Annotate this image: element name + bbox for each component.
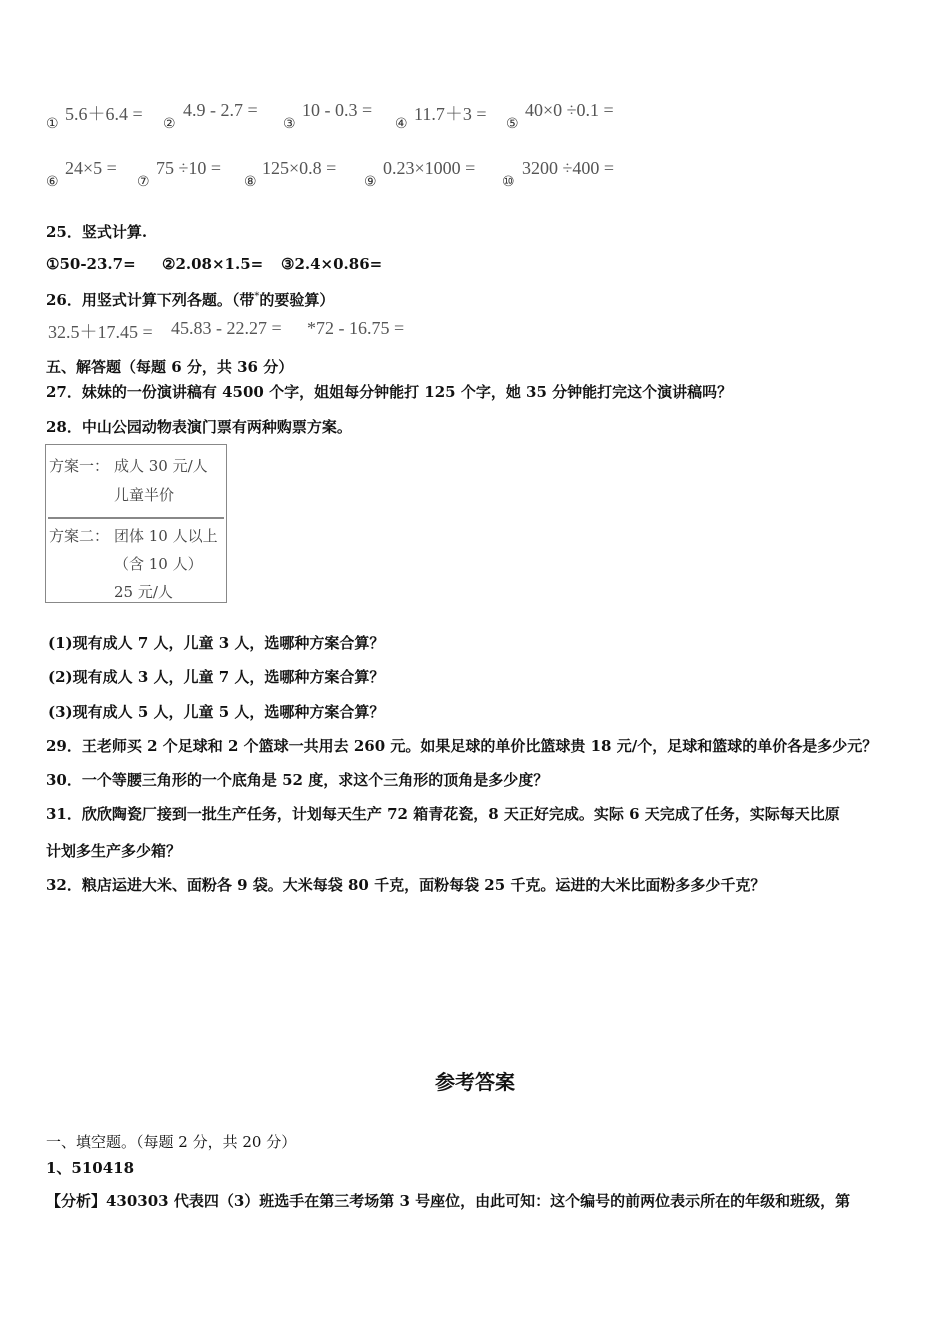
question-26-title [46,289,334,310]
section-5-heading: 五、解答题（每题 6 分，共 36 分） [46,358,294,376]
item-number: ② [163,116,176,132]
item-number: ⑥ [46,174,59,190]
calc-expression: 5.6＋6.4 = [65,104,143,124]
answer-1-analysis: 【分析】430303 代表四（3）班选手在第三考场第 3 号座位，由此可知：这个编号的前两位表示所在的年级和班级，第 [46,1192,851,1210]
item-number: ⑨ [364,174,377,190]
q28-sub-1: (1)现有成人 7 人，儿童 3 人，选哪种方案合算？ [48,634,385,652]
calc-expression: 75 ÷10 = [156,158,222,178]
plan-divider [48,517,224,519]
item-number: ④ [395,116,408,132]
q26-title-end: 的要验算） [259,291,335,309]
plan2-line2: （含 10 人） [114,555,203,573]
plan2-line1: 团体 10 人以上 [114,527,218,545]
plan1-line2: 儿童半价 [114,486,175,504]
calc-expression: 40×0 ÷0.1 = [525,100,614,120]
q26-expr-3: *72 - 16.75 = [307,318,405,338]
item-number: ⑦ [137,174,150,190]
question-32: 32．粮店运进大米、面粉各 9 袋。大米每袋 80 千克，面粉每袋 25 千克。运进的大米比面粉多多少千克？ [46,876,766,894]
q26-expr-1: 32.5＋17.45 = [48,322,153,342]
calc-expression: 125×0.8 = [262,158,337,178]
calc-expression: 24×5 = [65,158,117,178]
q26-title-text: 26．用竖式计算下列各题。（带 [46,291,255,309]
item-number: ⑩ [502,174,515,190]
question-27: 27．妹妹的一份演讲稿有 4500 个字，姐姐每分钟能打 125 个字，她 35 分钟能打完这个演讲稿吗？ [46,383,733,401]
calc-expression: 11.7＋3 = [414,104,487,124]
answers-section-1: 一、填空题。（每题 2 分，共 20 分） [46,1133,297,1151]
ticket-plan-box [45,444,227,603]
q25-item-3: ③2.4×0.86= [281,255,383,273]
answer-1: 1、510418 [46,1159,135,1177]
question-30: 30．一个等腰三角形的一个底角是 52 度，求这个三角形的顶角是多少度？ [46,771,549,789]
item-number: ③ [283,116,296,132]
calc-expression: 4.9 - 2.7 = [183,100,258,120]
plan2-label: 方案二： [49,527,110,545]
plan2-line3: 25 元/人 [114,583,173,601]
q25-item-1: ①50-23.7= [46,255,136,273]
q25-item-2: ②2.08×1.5= [162,255,264,273]
q28-sub-2: (2)现有成人 3 人，儿童 7 人，选哪种方案合算？ [48,668,385,686]
question-25-title: 25．竖式计算. [46,223,148,241]
calc-expression: 10 - 0.3 = [302,100,373,120]
q26-expr-2: 45.83 - 22.27 = [171,318,282,338]
question-29: 29．王老师买 2 个足球和 2 个篮球一共用去 260 元。如果足球的单价比篮球贵 18 元/个，足球和篮球的单价各是多少元？ [46,737,878,755]
item-number: ⑤ [506,116,519,132]
question-31-line1: 31．欣欣陶瓷厂接到一批生产任务，计划每天生产 72 箱青花瓷，8 天正好完成。实际 6 天完成了任务，实际每天比原 [46,805,840,823]
item-number: ① [46,116,59,132]
answers-title: 参考答案 [435,1070,515,1094]
plan1-label: 方案一： [49,457,110,475]
calc-expression: 0.23×1000 = [383,158,476,178]
question-28-title: 28．中山公园动物表演门票有两种购票方案。 [46,418,352,436]
q26-star: * [254,291,260,302]
calc-expression: 3200 ÷400 = [522,158,615,178]
q28-sub-3: (3)现有成人 5 人，儿童 5 人，选哪种方案合算？ [48,703,385,721]
item-number: ⑧ [244,174,257,190]
question-31-line2: 计划多生产多少箱？ [46,842,182,860]
plan1-line1: 成人 30 元/人 [114,457,208,475]
